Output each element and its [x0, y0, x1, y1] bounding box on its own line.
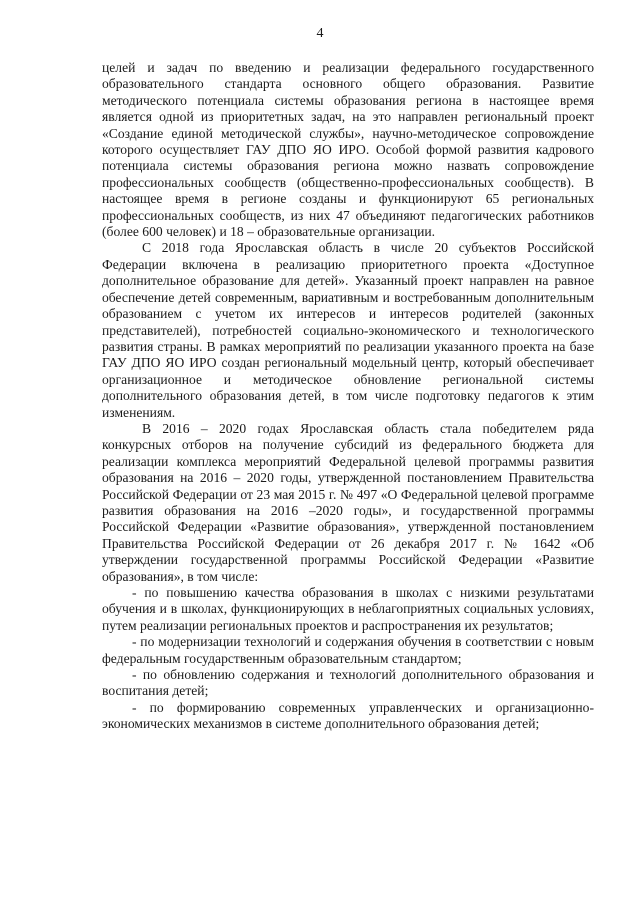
- paragraph-project-additional-education: С 2018 года Ярославская область в числе 20 субъектов Российской Федерации включена в реализацию приоритетного проекта «Доступное дополнительное образование для детей». Указанный проект направлен на равное обеспечение детей современным, вариативным и востребованным дополнительным образованием с учетом их интересов и интересов родителей (законных представителей), потребностей социально-экономического и технологического развития страны. В рамках мероприятий по реализации указанного проекта на базе ГАУ ДПО ЯО ИРО создан региональный модельный центр, который обеспечивает организационное и методическое обновление региональной системы дополнительного образования детей, в том числе подготовку педагогов к этим изменениям.: [102, 240, 594, 420]
- list-item: - по модернизации технологий и содержания обучения в соответствии с новым федеральным государственным образовательным стандартом;: [102, 634, 594, 666]
- document-body: [102, 60, 594, 733]
- list-item: - по формированию современных управленческих и организационно-экономических механизмов в системе дополнительного образования детей;: [102, 699, 594, 732]
- list-item: - по обновлению содержания и технологий дополнительного образования и воспитания детей;: [102, 667, 594, 699]
- page-number: 4: [316, 26, 324, 41]
- paragraph-continuation: целей и задач по введению и реализации федерального государственного образовательного стандарта основного общего образования. Развитие методического потенциала системы образования региона в настоящее время является одной из приоритетных задач, на это направлен региональный проект «Создание единой методической службы», научно-методическое сопровождение которого осуществляет ГАУ ДПО ЯО ИРО. Особой формой развития кадрового потенциала системы образования региона можно назвать сопровождение профессиональных сообществ (общественно-профессиональных сообществ). В настоящее время в регионе созданы и функционируют 65 региональных профессиональных сообществ, из них 47 объединяют педагогических работников (более 600 человек) и 18 – образовательные организации.: [102, 60, 594, 240]
- paragraph-subsidies-2016-2020: В 2016 – 2020 годах Ярославская область стала победителем ряда конкурсных отборов на получение субсидий из федерального бюджета для реализации комплекса мероприятий Федеральной целевой программы развития образования на 2016 – 2020 годы, утвержденной постановлением Правительства Российской Федерации от 23 мая 2015 г. № 497 «О Федеральной целевой программе развития образования на 2016 –2020 годы», и государственной программы Российской Федерации «Развитие образования», утвержденной постановлением Правительства Российской Федерации от 26 декабря 2017 г. № 1642 «Об утверждении государственной программы Российской Федерации «Развитие образования», в том числе:: [102, 420, 594, 584]
- list-item: - по повышению качества образования в школах с низкими результатами обучения и в школах, функционирующих в неблагоприятных социальных условиях, путем реализации региональных проектов и распространения их результатов;: [102, 585, 594, 633]
